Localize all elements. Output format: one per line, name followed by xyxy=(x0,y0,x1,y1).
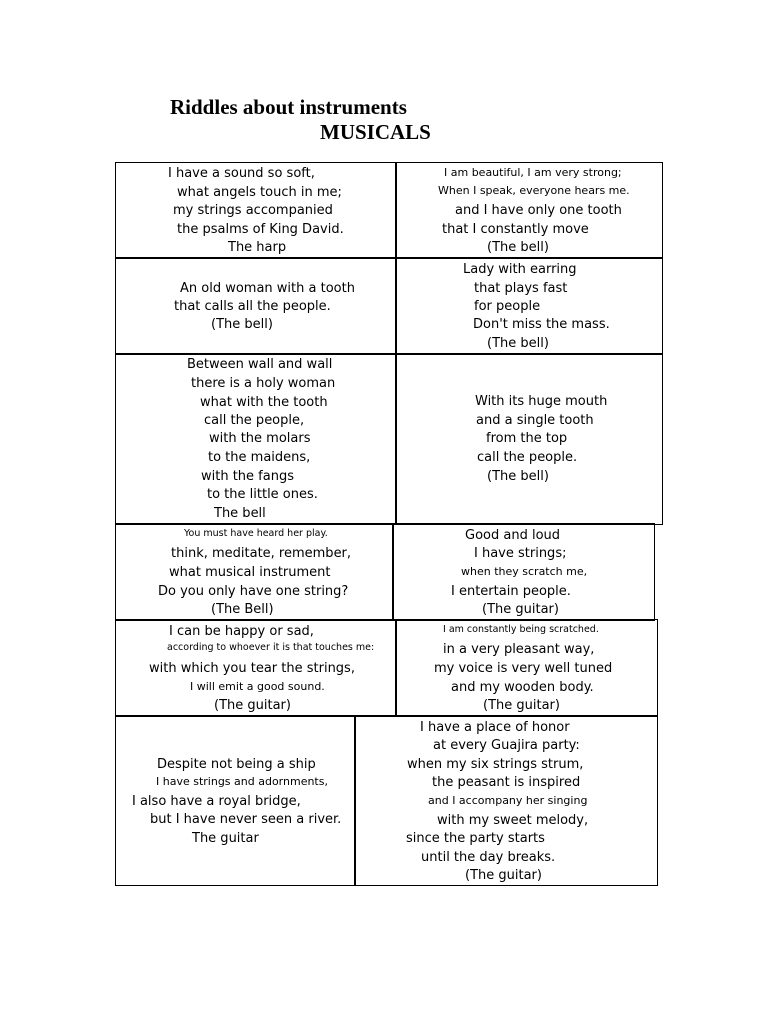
riddle-line: until the day breaks. xyxy=(421,850,556,865)
riddle-line: Good and loud xyxy=(465,528,561,543)
riddle-line: to the little ones. xyxy=(207,487,318,502)
riddle-line: the peasant is inspired xyxy=(432,775,581,790)
riddle-answer: (The Bell) xyxy=(211,602,274,617)
riddle-line: and a single tooth xyxy=(476,413,594,428)
riddle-line: since the party starts xyxy=(406,831,545,846)
riddle-line: I am constantly being scratched. xyxy=(443,624,599,635)
riddle-line: with my sweet melody, xyxy=(437,813,589,828)
riddle-line: what angels touch in me; xyxy=(177,185,342,200)
riddle-line: and my wooden body. xyxy=(451,680,594,695)
riddle-line: I can be happy or sad, xyxy=(169,624,314,639)
riddle-line: what with the tooth xyxy=(200,395,328,410)
riddle-line: and I have only one tooth xyxy=(455,203,622,218)
riddle-line: Lady with earring xyxy=(463,262,577,277)
riddle-line: with which you tear the strings, xyxy=(149,661,355,676)
riddle-line: there is a holy woman xyxy=(191,376,336,391)
riddle-line: With its huge mouth xyxy=(475,394,608,409)
riddle-line: Don't miss the mass. xyxy=(473,317,610,332)
riddle-line: I have strings and adornments, xyxy=(156,775,328,788)
riddle-line: call the people, xyxy=(204,413,305,428)
riddle-answer: (The guitar) xyxy=(483,698,560,713)
riddle-answer: The harp xyxy=(228,240,287,255)
riddle-answer: (The bell) xyxy=(487,469,549,484)
riddle-line: I will emit a good sound. xyxy=(190,680,325,693)
riddle-line: Do you only have one string? xyxy=(158,584,349,599)
riddle-line: and I accompany her singing xyxy=(428,794,588,807)
riddle-line: what musical instrument xyxy=(169,565,331,580)
riddle-answer: (The guitar) xyxy=(214,698,291,713)
riddle-line: that calls all the people. xyxy=(174,299,331,314)
riddle-answer: The bell xyxy=(214,506,266,521)
riddle-line: An old woman with a tooth xyxy=(180,281,355,296)
riddle-line: I have strings; xyxy=(474,546,567,561)
riddle-answer: (The bell) xyxy=(487,240,549,255)
riddle-answer: (The bell) xyxy=(211,317,273,332)
riddle-line: but I have never seen a river. xyxy=(150,812,342,827)
riddle-line: when my six strings strum, xyxy=(407,757,584,772)
riddle-line: at every Guajira party: xyxy=(433,738,580,753)
riddle-line: Despite not being a ship xyxy=(157,757,316,772)
riddle-line: I am beautiful, I am very strong; xyxy=(444,166,622,179)
riddle-line: Between wall and wall xyxy=(187,357,333,372)
riddle-line: in a very pleasant way, xyxy=(443,642,595,657)
riddle-line: You must have heard her play. xyxy=(184,528,328,539)
riddle-line: my strings accompanied xyxy=(173,203,333,218)
riddle-line: I have a sound so soft, xyxy=(168,166,315,181)
riddle-line: when they scratch me, xyxy=(461,565,588,578)
riddle-line: I entertain people. xyxy=(451,584,571,599)
riddle-line: the psalms of King David. xyxy=(177,222,344,237)
riddle-line: for people xyxy=(474,299,541,314)
page-title: Riddles about instruments xyxy=(170,95,407,119)
riddle-answer: (The guitar) xyxy=(465,868,542,883)
riddle-line: think, meditate, remember, xyxy=(171,546,352,561)
riddle-answer: The guitar xyxy=(192,831,259,846)
riddle-answer: (The guitar) xyxy=(482,602,559,617)
riddle-line: to the maidens, xyxy=(208,450,311,465)
riddle-answer: (The bell) xyxy=(487,336,549,351)
riddle-line: with the fangs xyxy=(201,469,294,484)
page-subtitle: MUSICALS xyxy=(320,120,431,144)
riddle-line: I have a place of honor xyxy=(420,720,570,735)
riddle-line: my voice is very well tuned xyxy=(434,661,613,676)
riddle-line: according to whoever it is that touches me: xyxy=(167,642,375,653)
riddle-line: that plays fast xyxy=(474,281,568,296)
riddle-line: that I constantly move xyxy=(442,222,589,237)
riddle-line: with the molars xyxy=(209,431,311,446)
riddle-line: I also have a royal bridge, xyxy=(132,794,301,809)
riddle-line: When I speak, everyone hears me. xyxy=(438,184,630,197)
riddle-line: from the top xyxy=(486,431,568,446)
riddle-line: call the people. xyxy=(477,450,578,465)
